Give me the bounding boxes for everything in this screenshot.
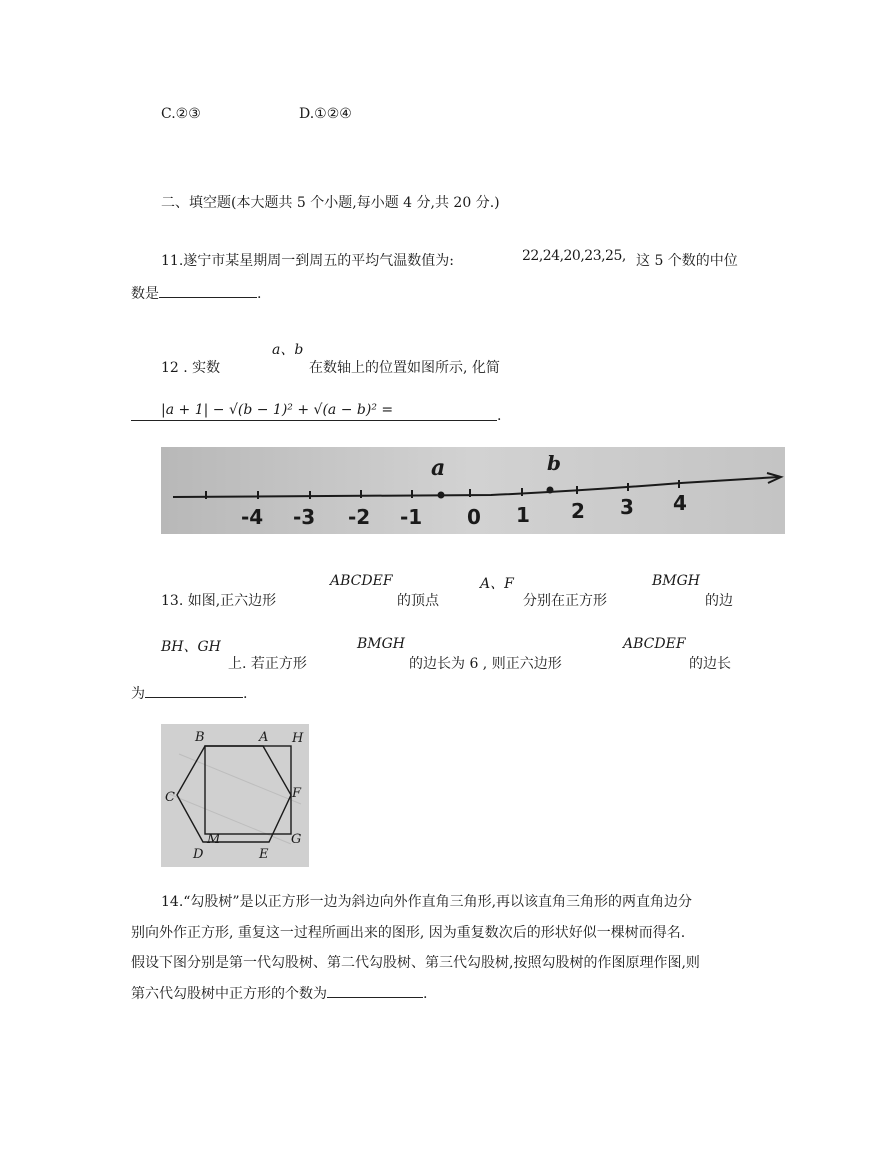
q14-answer-blank[interactable] [327, 983, 423, 998]
q12-expression: |a + 1| − √(b − 1)² + √(a − b)² = [161, 402, 394, 418]
nl-label-minus4: -4 [241, 505, 264, 529]
q13-p7: 的边长 [689, 656, 731, 672]
q13-p4: 的边 [705, 593, 733, 609]
nl-label-minus1: -1 [400, 505, 423, 529]
section-heading: 二、填空题(本大题共 5 个小题,每小题 4 分,共 20 分.) [161, 195, 500, 211]
q13-m1: ABCDEF [330, 573, 393, 589]
q13-line3 [131, 683, 247, 703]
hexagon-square-svg [161, 724, 309, 867]
nl-label-3: 3 [620, 495, 634, 519]
fig-label-m: M [207, 832, 221, 847]
nl-label-0: 0 [467, 505, 481, 529]
q14-line4-text: 第六代勾股树中正方形的个数为 [131, 986, 327, 1002]
q13-m6: ABCDEF [623, 636, 686, 652]
number-line-figure [161, 447, 785, 534]
hexagon-square-figure [161, 724, 309, 867]
q13-p6: 的边长为 6 , 则正六边形 [409, 656, 562, 672]
q11-line2 [131, 283, 261, 303]
option-d: D.①②④ [299, 106, 352, 122]
fig-label-f: F [292, 786, 302, 801]
nl-label-4: 4 [673, 491, 687, 515]
q13-p5: 上. 若正方形 [228, 656, 307, 672]
q13-m5: BMGH [357, 636, 406, 652]
q13-answer-blank[interactable] [145, 683, 243, 698]
q13-p2: 的顶点 [397, 593, 439, 609]
q13-p3: 分别在正方形 [523, 593, 607, 609]
point-a-dot [438, 492, 445, 499]
q12-answer-underline[interactable] [131, 420, 497, 421]
q13-m4: BH、GH [161, 639, 221, 655]
q13-m2: A、F [480, 576, 514, 592]
q13-line3-text: 为 [131, 686, 145, 702]
q11-numbers: 22,24,20,23,25, [522, 248, 626, 264]
q12-suffix: 在数轴上的位置如图所示, 化简 [309, 360, 500, 376]
q13-m3: BMGH [652, 573, 701, 589]
q12-prefix: 12 . 实数 [161, 360, 221, 376]
fig-label-b: B [195, 730, 205, 745]
fig-label-c: C [165, 790, 175, 805]
fig-label-e: E [259, 847, 269, 862]
option-c: C.②③ [161, 106, 201, 122]
point-b-dot [547, 487, 554, 494]
q14-line2: 别向外作正方形, 重复这一过程所画出来的图形, 因为重复数次后的形状好似一棵树而得名. [131, 925, 686, 941]
fig-label-g: G [291, 832, 302, 847]
q13-p1: 13. 如图,正六边形 [161, 593, 277, 609]
point-a-label: a [431, 455, 446, 481]
nl-label-1: 1 [516, 503, 530, 527]
q12-end: . [497, 408, 502, 424]
q11-end: . [257, 286, 262, 302]
q11-suffix: 这 5 个数的中位 [636, 253, 738, 269]
q14-line3: 假设下图分别是第一代勾股树、第二代勾股树、第三代勾股树,按照勾股树的作图原理作图,则 [131, 955, 700, 971]
q14-line4 [131, 983, 427, 1003]
nl-label-minus2: -2 [348, 505, 371, 529]
q14-line1: 14.“勾股树”是以正方形一边为斜边向外作直角三角形,再以该直角三角形的两直角边分 [161, 894, 693, 910]
q14-end: . [423, 986, 428, 1002]
fig-label-h: H [292, 731, 304, 746]
nl-label-minus3: -3 [293, 505, 316, 529]
point-b-label: b [547, 451, 561, 475]
q13-end: . [243, 686, 248, 702]
q11-answer-blank[interactable] [159, 283, 257, 298]
nl-label-2: 2 [571, 499, 585, 523]
q12-vars: a、b [272, 342, 304, 358]
q11-line2-text: 数是 [131, 286, 159, 302]
fig-label-d: D [193, 847, 204, 862]
q11-prefix: 11.遂宁市某星期周一到周五的平均气温数值为: [161, 253, 454, 269]
fig-label-a: A [259, 730, 269, 745]
